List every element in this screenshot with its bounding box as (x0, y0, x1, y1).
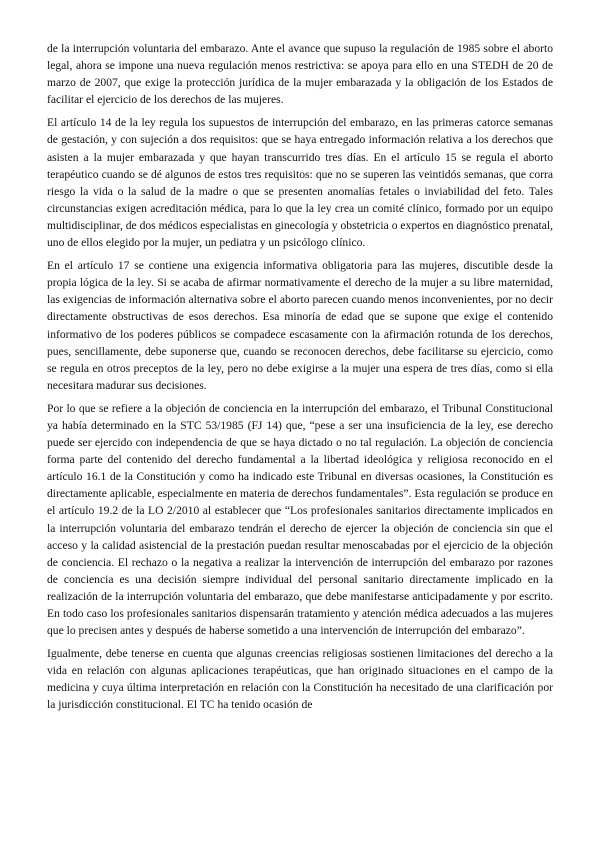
paragraph-2: El artículo 14 de la ley regula los supuestos de interrupción del embarazo, en las primeras catorce semanas de gestación, y con sujeción a dos requisitos: que se haya entregado información relativa a los derechos que asisten a la mujer embarazada y que hayan transcurrido tres días. En el artículo 15 se regula el aborto terapéutico cuando se dé algunos de estos tres requisitos: que no se superen las veintidós semanas, que corra riesgo la vida o la salud de la madre o que se presenten anomalías fetales o inviabilidad del feto. Tales circunstancias exigen acreditación médica, para lo que la ley crea un comité clínico, formado por un equipo multidisciplinar, de dos médicos especialistas en ginecología y obstetricia o expertos en diagnóstico prenatal, uno de ellos elegido por la mujer, un pediatra y un psicólogo clínico. (47, 116, 553, 250)
paragraph-3: En el artículo 17 se contiene una exigencia informativa obligatoria para las mujeres, discutible desde la propia lógica de la ley. Si se acaba de afirmar normativamente el derecho de la mujer a su libre maternidad, las exigencias de información alternativa sobre el aborto parecen cuando menos inconvenientes, por no decir directamente obstructivas de esos derechos. Esa minoría de edad que se supone que exige el contenido informativo de los poderes públicos se compadece escasamente con la afirmación rotunda de los derechos, pues, sencillamente, debe suponerse que, cuando se reconocen derechos, debe facilitarse su ejercicio, como se regula en otros preceptos de la ley, pero no debe exigirse a la mujer una espera de tres días, como si ella necesitara madurar sus decisiones. (47, 259, 553, 392)
paragraph-4: Por lo que se refiere a la objeción de conciencia en la interrupción del embarazo, el Tribunal Constitucional ya había determinado en la STC 53/1985 (FJ 14) que, “pese a ser una insuficiencia de la ley, ese derecho puede ser ejercido con independencia de que se haya dictado o no tal regulación. La objeción de conciencia forma parte del contenido del derecho fundamental a la libertad ideológica y religiosa reconocido en el artículo 16.1 de la Constitución y como ha indicado este Tribunal en diversas ocasiones, la Constitución es directamente aplicable, especialmente en materia de derechos fundamentales”. Esta regulación se produce en el artículo 19.2 de la LO 2/2010 al establecer que “Los profesionales sanitarios directamente implicados en la interrupción voluntaria del embarazo tendrán el derecho de ejercer la objeción de conciencia sin que el acceso y la calidad asistencial de la prestación puedan resultar menoscabadas por el ejercicio de la objeción de conciencia. El rechazo o la negativa a realizar la intervención de interrupción del embarazo por razones de conciencia es una decisión siempre individual del personal sanitario directamente implicado en la realización de la interrupción voluntaria del embarazo, que debe manifestarse anticipadamente y por escrito. En todo caso los profesionales sanitarios dispensarán tratamiento y atención médica adecuados a las mujeres que lo precisen antes y después de haberse sometido a una intervención de interrupción del embarazo”. (47, 401, 553, 638)
paragraph-1: de la interrupción voluntaria del embarazo. Ante el avance que supuso la regulación de 1985 sobre el aborto legal, ahora se impone una nueva regulación menos restrictiva: se apoya para ello en una STEDH de 20 de marzo de 2007, que exige la protección jurídica de la mujer embarazada y la obligación de los Estados de facilitar el ejercicio de los derechos de las mujeres. (47, 42, 553, 107)
paragraph-5: Igualmente, debe tenerse en cuenta que algunas creencias religiosas sostienen limitaciones del derecho a la vida en relación con algunas aplicaciones terapéuticas, que han originado situaciones en el campo de la medicina y cuya última interpretación en relación con la Constitución ha necesitado de una clarificación por la jurisdicción constitucional. El TC ha tenido ocasión de (47, 647, 553, 712)
document-page (47, 40, 553, 720)
